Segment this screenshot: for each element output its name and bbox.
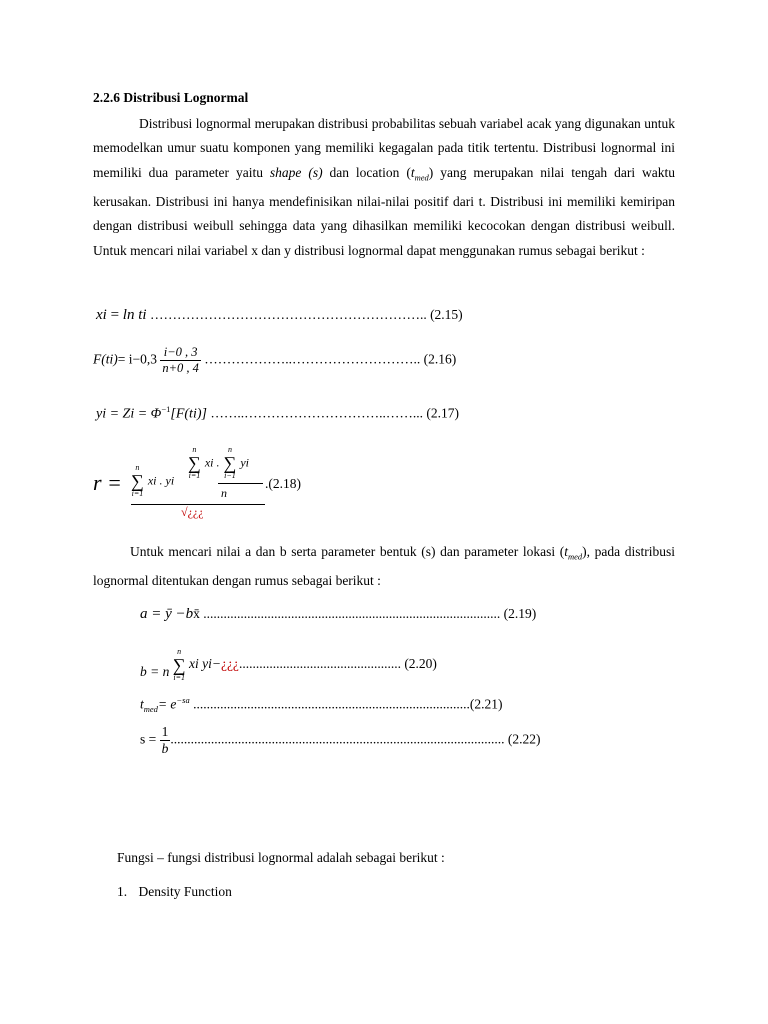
paragraph-text: yang merupakan nilai tengah dari waktu kerusakan. Distribusi ini hanya mendefinisikan nilai-nilai positif dari t. Distribusi ini memiliki kemiripan dengan distribusi weibull sehingga data yang dihasilkan memiliki kecocokan dengan distribusi weibull. Untuk mencari nilai variabel x dan y distribusi lognormal dapat menggunakan rumus sebagai berikut : <box>93 164 676 258</box>
fraction <box>160 724 171 757</box>
list-label: Density Function <box>138 884 232 899</box>
eq-leader: ........................................................................................ (2.19) <box>199 606 537 621</box>
eq-rhs: = e <box>157 696 177 712</box>
sum-upper-limit: n <box>177 647 182 656</box>
intro-paragraph <box>93 112 675 263</box>
inner-denominator: n <box>221 486 227 500</box>
fraction <box>160 345 201 376</box>
eq-leader: ..................................................................................(2.21) <box>189 696 503 712</box>
fraction-numerator: i−0 , 3 <box>163 345 198 359</box>
t-symbol: t <box>564 544 568 559</box>
sigma-icon: n ∑ i=1 <box>131 463 144 498</box>
eq-leader: ................................................ (2.20) <box>238 656 437 672</box>
fraction-denominator: b <box>161 741 169 756</box>
eq-equals: = <box>110 307 123 323</box>
paragraph-text: ), pada distribusi lognormal ditentukan dengan rumus sebagai berikut : <box>93 544 675 589</box>
correlation-r: r = <box>93 470 122 495</box>
list-item <box>117 884 232 900</box>
sum-term: xi yi− <box>188 656 221 672</box>
parameter-paragraph <box>93 540 675 594</box>
list-number: 1. <box>117 884 128 899</box>
t-symbol: t <box>140 696 144 712</box>
shape-term: shape (s) <box>269 164 323 180</box>
eq-lhs: F(ti) <box>93 351 118 367</box>
sum-lower-limit: i=1 <box>188 471 201 480</box>
sum-upper-limit: n <box>192 445 197 454</box>
equation-2-16 <box>93 345 456 376</box>
radical-placeholder: √¿¿¿ <box>181 505 204 519</box>
eq-leader: ………………..……………………….. (2.16) <box>204 351 457 367</box>
eq-argument: [F(ti)] <box>170 406 207 422</box>
sigma-icon: n ∑ i−1 <box>223 445 237 480</box>
eq-lhs: a = ȳ −b <box>140 606 194 622</box>
eq-leader: …………………………………………………….. (2.15) <box>146 307 463 322</box>
functions-intro: Fungsi – fungsi distribusi lognormal adalah sebagai berikut : <box>117 850 445 865</box>
fraction-denominator: n+0 , 4 <box>162 361 199 375</box>
sum-term: yi <box>240 455 250 470</box>
sum-lower-limit: i=1 <box>131 489 144 498</box>
equation-2-21 <box>140 695 502 714</box>
sum-lower-limit: i=1 <box>173 673 185 682</box>
paragraph-text: Untuk mencari nilai a dan b serta parameter bentuk (s) dan parameter lokasi ( <box>130 544 565 559</box>
numerator-sum <box>131 464 174 498</box>
t-symbol: t <box>410 164 415 180</box>
eq-leader: ……..…………………………..……... (2.17) <box>206 405 459 421</box>
eq-rhs: = Zi = Φ <box>106 406 162 422</box>
med-subscript: med <box>414 172 429 183</box>
equation-2-18 <box>93 442 333 524</box>
eq-label: .(2.18) <box>265 476 301 491</box>
equation-2-15 <box>96 307 463 324</box>
paragraph-text: dan location ( <box>329 164 411 180</box>
eq-rhs: = i−0,3 <box>117 351 157 367</box>
xbar-symbol: x̄ <box>193 606 200 621</box>
sum-lower-limit: i−1 <box>224 471 236 480</box>
section-heading: 2.2.6 Distribusi Lognormal <box>93 90 249 105</box>
fraction-numerator: 1 <box>161 724 169 739</box>
eq-rhs: ln ti <box>122 307 147 323</box>
equation-2-17 <box>96 404 459 423</box>
paragraph-text: ) <box>428 164 434 180</box>
sigma-icon: n ∑ i=1 <box>188 445 201 480</box>
sum-term: xi . yi <box>147 473 175 488</box>
eq-leader: ................................................................................................... (2.22) <box>170 731 541 747</box>
inner-fraction-bar <box>218 483 263 484</box>
med-subscript: med <box>567 551 583 562</box>
paragraph-text: Distribusi lognormal merupakan distribusi probabilitas sebuah variabel acak yang digunakan untuk memodelkan umur suatu komponen yang memiliki kegagalan pada titik tertentu. Distribusi lognormal ini memiliki dua parameter yaitu <box>93 116 675 180</box>
error-placeholder: ¿¿¿ <box>220 656 239 672</box>
sum-upper-limit: n <box>135 463 140 472</box>
eq-lhs: b = n <box>140 664 170 680</box>
med-subscript: med <box>143 704 158 715</box>
eq-lhs: xi <box>96 307 107 323</box>
eq-lhs: s = <box>140 731 157 747</box>
equation-2-22 <box>140 724 541 757</box>
nested-fraction <box>188 446 249 480</box>
eq-superscript: −sa <box>176 695 190 705</box>
sum-term: xi . <box>204 455 220 470</box>
equation-2-20 <box>140 644 437 682</box>
sum-upper-limit: n <box>227 445 232 454</box>
eq-superscript: −1 <box>161 404 171 414</box>
equation-2-19 <box>140 606 536 623</box>
sigma-icon: n ∑ i=1 <box>172 647 186 682</box>
eq-lhs: yi <box>96 406 107 422</box>
